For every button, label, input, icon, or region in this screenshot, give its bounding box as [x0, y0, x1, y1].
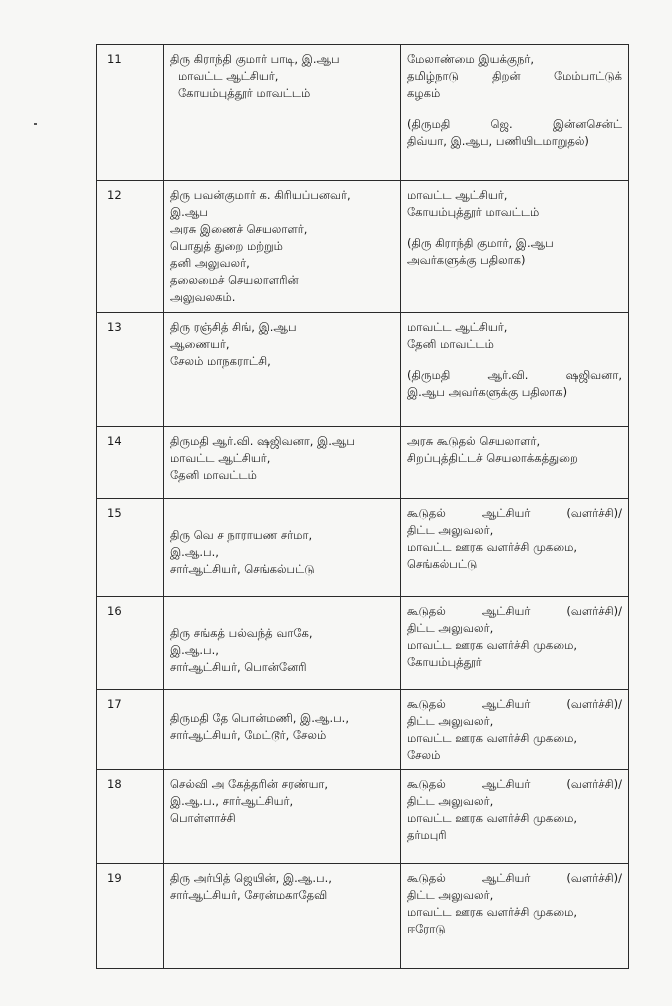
- serial-number-cell: [97, 313, 164, 427]
- officer-line: திரு சங்கத் பல்வந்த் வாகே,: [170, 626, 313, 640]
- stray-mark: [34, 123, 37, 125]
- replacement-note: அவர்களுக்கு பதிலாக): [407, 253, 526, 267]
- officer-line: அரசு இணைச் செயலாளர்,: [170, 222, 308, 236]
- officer-line: திரு வெ ச நாராயண சர்மா,: [170, 528, 313, 542]
- serial-number-cell: [97, 597, 164, 690]
- table-row: [97, 597, 629, 690]
- officer-current-post-cell: [164, 597, 401, 690]
- posting-line: ஈரோடு: [407, 922, 446, 936]
- officer-current-post-cell: [164, 45, 401, 181]
- officer-line: ஆணையர்,: [170, 337, 230, 351]
- new-posting-cell: [401, 427, 629, 499]
- serial-number-cell: [97, 690, 164, 770]
- transfer-orders-table: [96, 44, 629, 969]
- serial-number-cell: [97, 864, 164, 969]
- officer-line: தனி அலுவலர்,: [170, 256, 250, 270]
- posting-line: மாவட்ட ஊரக வளர்ச்சி முகமை,: [407, 540, 577, 554]
- new-posting-cell: [401, 597, 629, 690]
- officer-current-post-cell: [164, 864, 401, 969]
- table-row: [97, 45, 629, 181]
- officer-current-post-cell: [164, 427, 401, 499]
- serial-number-cell: [97, 181, 164, 313]
- officer-line: திருமதி தே பொன்மணி, இ.ஆ.ப.,: [170, 711, 349, 725]
- officer-line: திரு அர்பித் ஜெயின், இ.ஆ.ப.,: [170, 871, 332, 885]
- officer-current-post-cell: [164, 690, 401, 770]
- serial-number-cell: [97, 770, 164, 864]
- serial-number-cell: [97, 45, 164, 181]
- officer-line: தேனி மாவட்டம்: [170, 468, 257, 482]
- posting-line: சேலம்: [407, 748, 441, 762]
- posting-line: மாவட்ட ஆட்சியர்,: [407, 320, 508, 334]
- officer-current-post-cell: [164, 313, 401, 427]
- replacement-note: (திருமதி ஆர்.வி. ஷஜிவனா,: [407, 368, 622, 382]
- table-row: [97, 181, 629, 313]
- new-posting-cell: [401, 499, 629, 597]
- officer-line: சேலம் மாநகராட்சி,: [170, 354, 271, 368]
- serial-number: 13: [107, 320, 122, 334]
- officer-line: இ.ஆ.ப., சார்ஆட்சியர்,: [170, 794, 294, 808]
- serial-number-cell: [97, 499, 164, 597]
- posting-line: தேனி மாவட்டம்: [407, 337, 494, 351]
- posting-line: கூடுதல் ஆட்சியர் (வளர்ச்சி)/: [407, 697, 622, 711]
- officer-line: திருமதி ஆர்.வி. ஷஜிவனா, இ.ஆப: [170, 434, 355, 448]
- officer-line: சார்ஆட்சியர், பொன்னேரி: [170, 660, 307, 674]
- spacer: [407, 102, 622, 116]
- replacement-note: (திருமதி ஜெ. இன்னசென்ட்: [407, 117, 622, 131]
- posting-line: சிறப்புத்திட்டச் செயலாக்கத்துறை: [407, 451, 578, 465]
- new-posting-cell: [401, 45, 629, 181]
- posting-line: தமிழ்நாடு திறன் மேம்பாட்டுக்: [407, 69, 622, 83]
- officer-line: திரு கிராந்தி குமார் பாடி, இ.ஆப: [170, 52, 340, 66]
- officer-current-post-cell: [164, 499, 401, 597]
- posting-line: மாவட்ட ஊரக வளர்ச்சி முகமை,: [407, 811, 577, 825]
- posting-line: கோயம்புத்தூர் மாவட்டம்: [407, 205, 540, 219]
- posting-line: கூடுதல் ஆட்சியர் (வளர்ச்சி)/: [407, 777, 622, 791]
- posting-line: கூடுதல் ஆட்சியர் (வளர்ச்சி)/: [407, 871, 622, 885]
- posting-line: கழகம்: [407, 86, 441, 100]
- table-row: [97, 427, 629, 499]
- officer-current-post-cell: [164, 181, 401, 313]
- officer-line: பொள்ளாச்சி: [170, 811, 236, 825]
- posting-line: மாவட்ட ஊரக வளர்ச்சி முகமை,: [407, 638, 577, 652]
- officer-line: அலுவலகம்.: [170, 290, 236, 304]
- officer-line: சார்ஆட்சியர், மேட்டூர், சேலம்: [170, 728, 327, 742]
- officer-line: மாவட்ட ஆட்சியர்,: [178, 69, 279, 83]
- serial-number: 12: [107, 188, 122, 202]
- posting-line: கூடுதல் ஆட்சியர் (வளர்ச்சி)/: [407, 506, 622, 520]
- table-body: [97, 45, 629, 969]
- posting-line: செங்கல்பட்டு: [407, 557, 478, 571]
- posting-line: தர்மபுரி: [407, 828, 447, 842]
- serial-number: 17: [107, 697, 122, 711]
- posting-line: மாவட்ட ஊரக வளர்ச்சி முகமை,: [407, 731, 577, 745]
- officer-line: சார்ஆட்சியர், சேரன்மகாதேவி: [170, 888, 328, 902]
- replacement-note: (திரு கிராந்தி குமார், இ.ஆப: [407, 236, 554, 250]
- officer-line: இ.ஆ.ப.,: [170, 545, 219, 559]
- posting-line: அரசு கூடுதல் செயலாளர்,: [407, 434, 541, 448]
- officer-line: பொதுத் துறை மற்றும்: [170, 239, 283, 253]
- spacer: [407, 221, 622, 235]
- officer-line: திரு பவன்குமார் க. கிரியப்பனவர்,: [170, 188, 351, 202]
- posting-line: கூடுதல் ஆட்சியர் (வளர்ச்சி)/: [407, 604, 622, 618]
- officer-line: மாவட்ட ஆட்சியர்,: [170, 451, 271, 465]
- new-posting-cell: [401, 313, 629, 427]
- spacer: [407, 353, 622, 367]
- new-posting-cell: [401, 690, 629, 770]
- replacement-note: இ.ஆப அவர்களுக்கு பதிலாக): [407, 385, 568, 399]
- posting-line: திட்ட அலுவலர்,: [407, 794, 494, 808]
- officer-line: திரு ரஞ்சித் சிங், இ.ஆப: [170, 320, 297, 334]
- officer-line: சார்ஆட்சியர், செங்கல்பட்டு: [170, 562, 315, 576]
- officer-current-post-cell: [164, 770, 401, 864]
- officer-line: கோயம்புத்தூர் மாவட்டம்: [178, 86, 311, 100]
- posting-line: திட்ட அலுவலர்,: [407, 621, 494, 635]
- new-posting-cell: [401, 181, 629, 313]
- posting-line: கோயம்புத்தூர்: [407, 655, 482, 669]
- officer-line: செல்வி அ கேத்தரின் சரண்யா,: [170, 777, 329, 791]
- table-row: [97, 499, 629, 597]
- serial-number: 14: [107, 434, 122, 448]
- posting-line: திட்ட அலுவலர்,: [407, 714, 494, 728]
- serial-number-cell: [97, 427, 164, 499]
- posting-line: மாவட்ட ஊரக வளர்ச்சி முகமை,: [407, 905, 577, 919]
- serial-number: 11: [107, 52, 122, 66]
- serial-number: 16: [107, 604, 122, 618]
- serial-number: 15: [107, 506, 122, 520]
- officer-line: இ.ஆ.ப.,: [170, 643, 219, 657]
- replacement-note: திவ்யா, இ.ஆப, பணியிடமாறுதல்): [407, 134, 589, 148]
- table-row: [97, 770, 629, 864]
- posting-line: திட்ட அலுவலர்,: [407, 523, 494, 537]
- posting-line: மேலாண்மை இயக்குநர்,: [407, 52, 534, 66]
- serial-number: 19: [107, 871, 122, 885]
- table-row: [97, 864, 629, 969]
- officer-line: தலைமைச் செயலாளரின்: [170, 273, 299, 287]
- new-posting-cell: [401, 864, 629, 969]
- posting-line: மாவட்ட ஆட்சியர்,: [407, 188, 508, 202]
- table-row: [97, 690, 629, 770]
- posting-line: திட்ட அலுவலர்,: [407, 888, 494, 902]
- serial-number: 18: [107, 777, 122, 791]
- table-row: [97, 313, 629, 427]
- officer-line: இ.ஆப: [170, 205, 208, 219]
- new-posting-cell: [401, 770, 629, 864]
